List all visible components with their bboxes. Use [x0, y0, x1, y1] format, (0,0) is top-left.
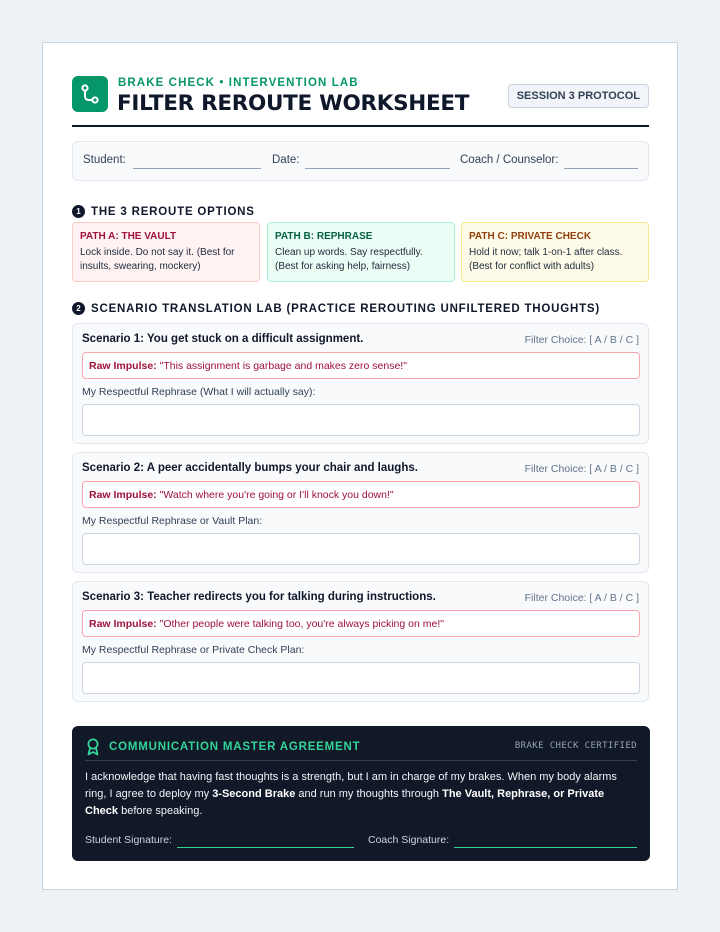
section-title: THE 3 REROUTE OPTIONS: [91, 205, 255, 218]
header-divider: [72, 125, 649, 127]
impulse-label: Raw Impulse:: [89, 489, 157, 501]
scenario-card-1: [72, 323, 649, 444]
section-2-heading: [72, 302, 600, 315]
header-eyebrow: BRAKE CHECK • INTERVENTION LAB: [118, 77, 359, 89]
rephrase-prompt: My Respectful Rephrase (What I will actually say):: [82, 386, 316, 398]
agreement-panel: [72, 726, 650, 861]
path-card-private-check: [461, 222, 649, 282]
student-label: Student:: [83, 154, 126, 166]
student-field[interactable]: [133, 168, 261, 169]
path-title: PATH A: THE VAULT: [80, 231, 177, 242]
rephrase-prompt: My Respectful Rephrase or Private Check Plan:: [82, 644, 305, 656]
raw-impulse-box: [82, 481, 640, 508]
certified-label: BRAKE CHECK CERTIFIED: [514, 741, 637, 751]
section-title: SCENARIO TRANSLATION LAB (PRACTICE REROUTING UNFILTERED THOUGHTS): [91, 302, 601, 315]
award-icon: [85, 738, 101, 761]
coach-field[interactable]: [564, 168, 638, 169]
scenario-card-2: [72, 452, 649, 573]
scenario-card-3: [72, 581, 649, 702]
path-title: PATH C: PRIVATE CHECK: [469, 231, 592, 242]
raw-impulse-box: [82, 352, 640, 379]
path-description: Clean up words. Say respectfully. (Best for asking help, fairness): [275, 247, 423, 272]
filter-choice[interactable]: Filter Choice: [ A / B / C ]: [524, 334, 639, 346]
raw-impulse-box: [82, 610, 640, 637]
session-badge: SESSION 3 PROTOCOL: [508, 84, 649, 108]
path-card-rephrase: [267, 222, 455, 282]
path-title: PATH B: REPHRASE: [275, 231, 373, 242]
agreement-text-part: before speaking.: [118, 805, 203, 817]
page-title: FILTER REROUTE WORKSHEET: [117, 91, 470, 116]
path-description: Hold it now; talk 1-on-1 after class. (Best for conflict with adults): [469, 247, 623, 272]
path-description: Lock inside. Do not say it. (Best for insults, swearing, mockery): [80, 247, 235, 272]
scenario-title: Scenario 3: Teacher redirects you for talking during instructions.: [82, 591, 436, 603]
agreement-highlight: The Vault, Rephrase, or Private Check: [85, 788, 605, 817]
impulse-label: Raw Impulse:: [89, 618, 157, 630]
filter-choice[interactable]: Filter Choice: [ A / B / C ]: [524, 463, 639, 475]
worksheet-page: [42, 42, 678, 890]
student-signature-label: Student Signature:: [85, 834, 172, 846]
scenario-title: Scenario 2: A peer accidentally bumps your chair and laughs.: [82, 462, 418, 474]
section-number: 1: [72, 205, 85, 218]
rephrase-answer-box[interactable]: [82, 662, 640, 694]
impulse-text: "This assignment is garbage and makes zero sense!": [159, 360, 407, 372]
student-info-bar: [72, 141, 649, 181]
route-icon: [72, 76, 108, 112]
impulse-label: Raw Impulse:: [89, 360, 157, 372]
student-signature-line[interactable]: [177, 847, 354, 848]
section-1-heading: [72, 205, 255, 218]
rephrase-answer-box[interactable]: [82, 404, 640, 436]
agreement-text: [85, 769, 637, 820]
date-field[interactable]: [305, 168, 450, 169]
scenario-title: Scenario 1: You get stuck on a difficult assignment.: [82, 333, 364, 345]
coach-signature-line[interactable]: [454, 847, 637, 848]
agreement-divider: [85, 760, 637, 761]
impulse-text: "Watch where you're going or I'll knock you down!": [159, 489, 394, 501]
path-card-vault: [72, 222, 260, 282]
impulse-text: "Other people were talking too, you're always picking on me!": [159, 618, 444, 630]
filter-choice[interactable]: Filter Choice: [ A / B / C ]: [524, 592, 639, 604]
worksheet-header: [72, 75, 649, 127]
agreement-highlight: 3-Second Brake: [212, 788, 296, 800]
agreement-text-part: and run my thoughts through: [295, 788, 443, 800]
agreement-title: COMMUNICATION MASTER AGREEMENT: [109, 741, 361, 753]
coach-label: Coach / Counselor:: [460, 154, 559, 166]
date-label: Date:: [272, 154, 300, 166]
rephrase-prompt: My Respectful Rephrase or Vault Plan:: [82, 515, 263, 527]
section-number: 2: [72, 302, 85, 315]
coach-signature-label: Coach Signature:: [368, 834, 450, 846]
agreement-text-part: I acknowledge that having fast thoughts is a strength, but I am in charge of my brakes. When my body alarms ring, I agree to deploy my: [85, 771, 617, 800]
rephrase-answer-box[interactable]: [82, 533, 640, 565]
